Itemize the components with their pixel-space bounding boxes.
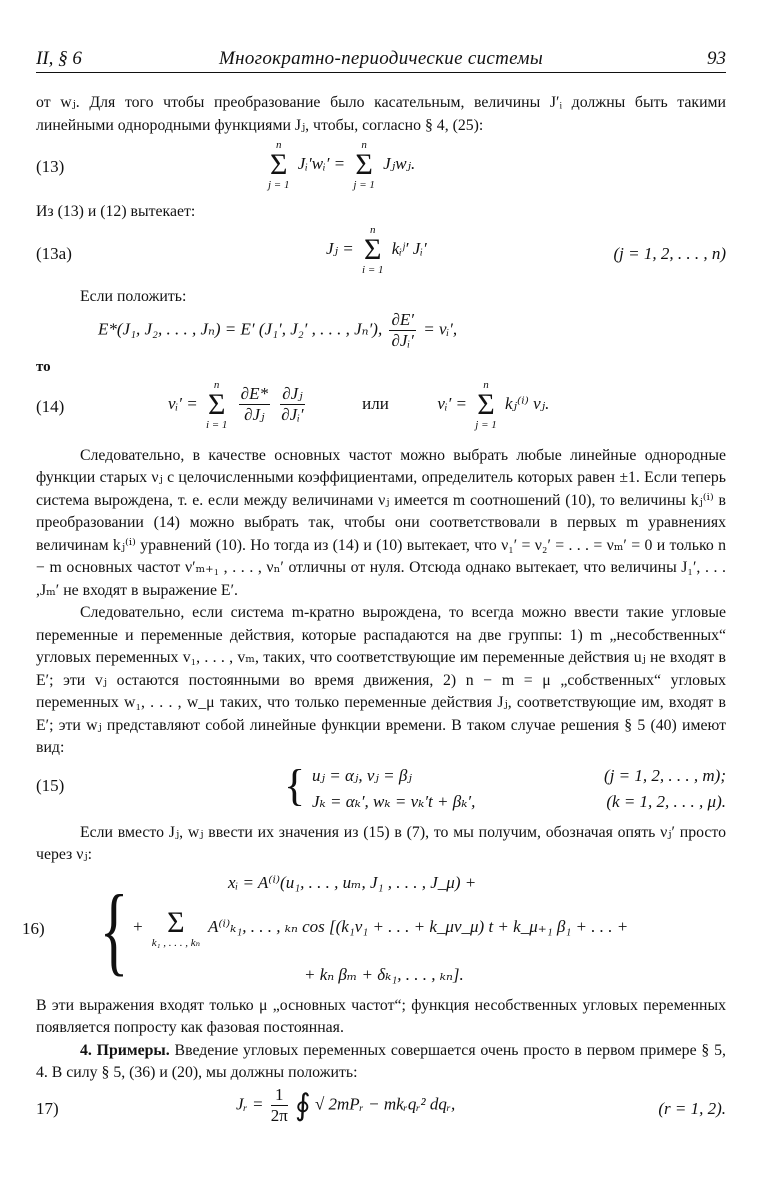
equation-lhs: νᵢ′ = [168, 393, 198, 413]
equation-label: 16) [22, 918, 45, 938]
running-title: Многократно-периодические системы [218, 48, 543, 69]
equation-rhs: Jⱼwⱼ. [383, 153, 416, 173]
header-rule [36, 72, 726, 73]
sum-upper: n [361, 139, 367, 151]
integrand: √ 2mPᵣ − mkᵣqᵣ² dqᵣ, [314, 1093, 456, 1113]
sum-lower: j = 1 [475, 418, 497, 431]
equation-label: (13а) [36, 243, 72, 263]
fraction-numerator: ∂Jⱼ [282, 384, 303, 403]
sum-symbol: Σ k₁ , . . . , kₙ [151, 905, 201, 949]
sum-symbol: n Σ i = 1 [362, 223, 384, 276]
index-range: (r = 1, 2). [658, 1098, 726, 1118]
left-brace: { [284, 760, 306, 810]
equation-13a [36, 224, 726, 286]
index-range: (j = 1, 2, . . . , n) [613, 243, 726, 263]
index-range-2: (k = 1, 2, . . . , μ). [606, 791, 726, 811]
equation-label: (13) [36, 157, 65, 176]
running-header [36, 44, 726, 70]
paragraph-9-text: Введение угловых переменных совершается очень просто в первом примере § 5, 4. В силу § 5, (36) и (20), мы должны положить: [36, 1041, 726, 1081]
equation-energy [36, 308, 726, 356]
fraction-denominator: 2π [270, 1105, 288, 1125]
equation-lhs: Jⱼ = [326, 238, 354, 258]
equation-tail: = νᵢ′, [423, 319, 458, 339]
fraction-denominator: ∂Jⱼ [244, 405, 265, 424]
sum-upper: n [370, 223, 376, 236]
fraction-denominator: ∂Jᵢ′ [391, 331, 414, 350]
sum-upper: n [213, 378, 220, 391]
equation-line-3: + kₙ βₘ + δₖ₁, . . . , ₖₙ]. [304, 964, 464, 984]
or-word: или [362, 393, 389, 413]
paragraph-6: Следовательно, если система m-кратно вырождена, то всегда можно ввести такие угловые переменные и переменные действия, которые распадаются на две группы: 1) m „несобственных“ угловых переменных v₁, . . . , vₘ, таких, что соответствующие им переменные действия uⱼ не входят в E′; эти vⱼ остаются постоянными во время движения, 2) n − m = μ „собственных“ угловых переменных w₁, . . . , w_μ таких, что только переменные действия Jⱼ, соответствующие им, входят в E′; эти wⱼ представляют собой линейные функции времени. В таком случае решения § 5 (40) имеют вид: [36, 604, 726, 756]
sum-symbol: n Σ i = 1 [205, 378, 228, 431]
equation-line-2: A⁽ⁱ⁾ₖ₁, . . . , ₖₙ cos [(k₁ν₁ + . . . + k_μν_μ) t + k_μ₊₁ β₁ + . . . + [207, 916, 629, 936]
sum-symbol: n Σ j = 1 [268, 139, 290, 191]
equation-lhs: Jᵢ′wᵢ′ = [297, 153, 346, 173]
equation-label: 17) [36, 1098, 59, 1118]
sum-lower: i = 1 [362, 263, 384, 276]
equation-lhs: Jᵣ = [236, 1093, 264, 1113]
fraction [271, 1085, 288, 1126]
fraction [280, 384, 304, 425]
sum-upper: n [483, 378, 489, 391]
paragraph-8: В эти выражения входят только μ „основных частот“; функция несобственных угловых переменных появляется попросту как фазовая постоянная. [36, 996, 726, 1036]
section-label: II, § 6 [36, 48, 82, 69]
equation-label: (14) [36, 396, 65, 416]
fraction [239, 384, 270, 425]
paragraph-1: от wⱼ. Для того чтобы преобразование было касательным, величины J′ᵢ должны быть такими линейными однородными функциями Jⱼ, чтобы, согласно § 4, (25): [36, 94, 726, 134]
sum-lower: j = 1 [268, 179, 290, 191]
index-range-1: (j = 1, 2, . . . , m); [604, 765, 726, 785]
fraction-numerator: ∂E′ [391, 310, 414, 329]
equation-line-1: xᵢ = A⁽ⁱ⁾(u₁, . . . , uₘ, J₁ , . . . , J_μ) + [228, 872, 477, 892]
paragraph-9 [36, 1040, 726, 1085]
page-number: 93 [707, 48, 726, 69]
equation-row-1: uⱼ = αⱼ, vⱼ = βⱼ [312, 765, 412, 785]
sum-symbol: n Σ j = 1 [475, 378, 497, 431]
sum-upper: n [275, 139, 282, 151]
equation-rhs: kᵢʲ′ Jᵢ′ [391, 238, 427, 258]
equation-rhs: kⱼ⁽ⁱ⁾ νⱼ. [505, 393, 550, 413]
fraction-numerator: ∂E* [240, 384, 268, 403]
fraction-numerator: 1 [271, 1085, 288, 1106]
equation-14 [36, 379, 726, 445]
equation-body: E*(J₁, J₂, . . . , Jₙ) = E′ (J₁′, J₂′ , . . . , Jₙ′), [98, 319, 383, 339]
equation-row-2: Jₖ = αₖ′, wₖ = νₖ′t + βₖ′, [312, 791, 476, 811]
equation-15 [36, 760, 726, 822]
plus-sign: + [132, 916, 144, 936]
page [22, 44, 726, 1135]
paragraph-4: то [36, 359, 51, 375]
equation-17 [36, 1085, 726, 1135]
equation-label: (15) [36, 775, 65, 795]
sum-lower: j = 1 [353, 179, 375, 191]
paragraph-5: Следовательно, в качестве основных частот можно выбрать любые линейные однородные функции старых νⱼ с целочисленными коэффициентами, определитель которых равен ±1. Если теперь система вырождена, т. е. если между величинами νⱼ имеется m соотношений (10), то величины kⱼ⁽ⁱ⁾ в преобразовании (14) можно выбрать так, чтобы они соответствовали в первых m уравнениях величинам kⱼ⁽ⁱ⁾ уравнений (10). Но тогда из (14) и (10) вытекает, что ν₁′ = ν₂′ = . . . = νₘ′ = 0 и только n − m основных частот ν′ₘ₊₁ , . . . , νₙ′ отличны от нуля. Отсюда однако вытекает, что величины J₁′, . . . ,Jₘ′ не входят в выражение E′. [36, 446, 726, 599]
equation-13 [36, 137, 726, 201]
paragraph-2: Из (13) и (12) вытекает: [36, 203, 196, 220]
fraction-denominator: ∂Jᵢ′ [281, 405, 304, 424]
contour-integral: ∮ [295, 1088, 311, 1122]
sum-lower: i = 1 [205, 418, 228, 431]
sum-symbol: n Σ j = 1 [353, 139, 375, 191]
equation-rhs-lhs: νᵢ′ = [437, 393, 468, 413]
paragraph-7: Если вместо Jⱼ, wⱼ ввести их значения из (15) в (7), то мы получим, обозначая опять νⱼ′ просто через νⱼ: [36, 823, 726, 863]
section-heading: 4. Примеры. [80, 1041, 170, 1059]
fraction [389, 310, 416, 351]
equation-16 [22, 867, 726, 995]
paragraph-3: Если положить: [80, 287, 187, 305]
sum-lower: k₁ , . . . , kₙ [151, 936, 201, 949]
left-brace: { [99, 873, 129, 985]
